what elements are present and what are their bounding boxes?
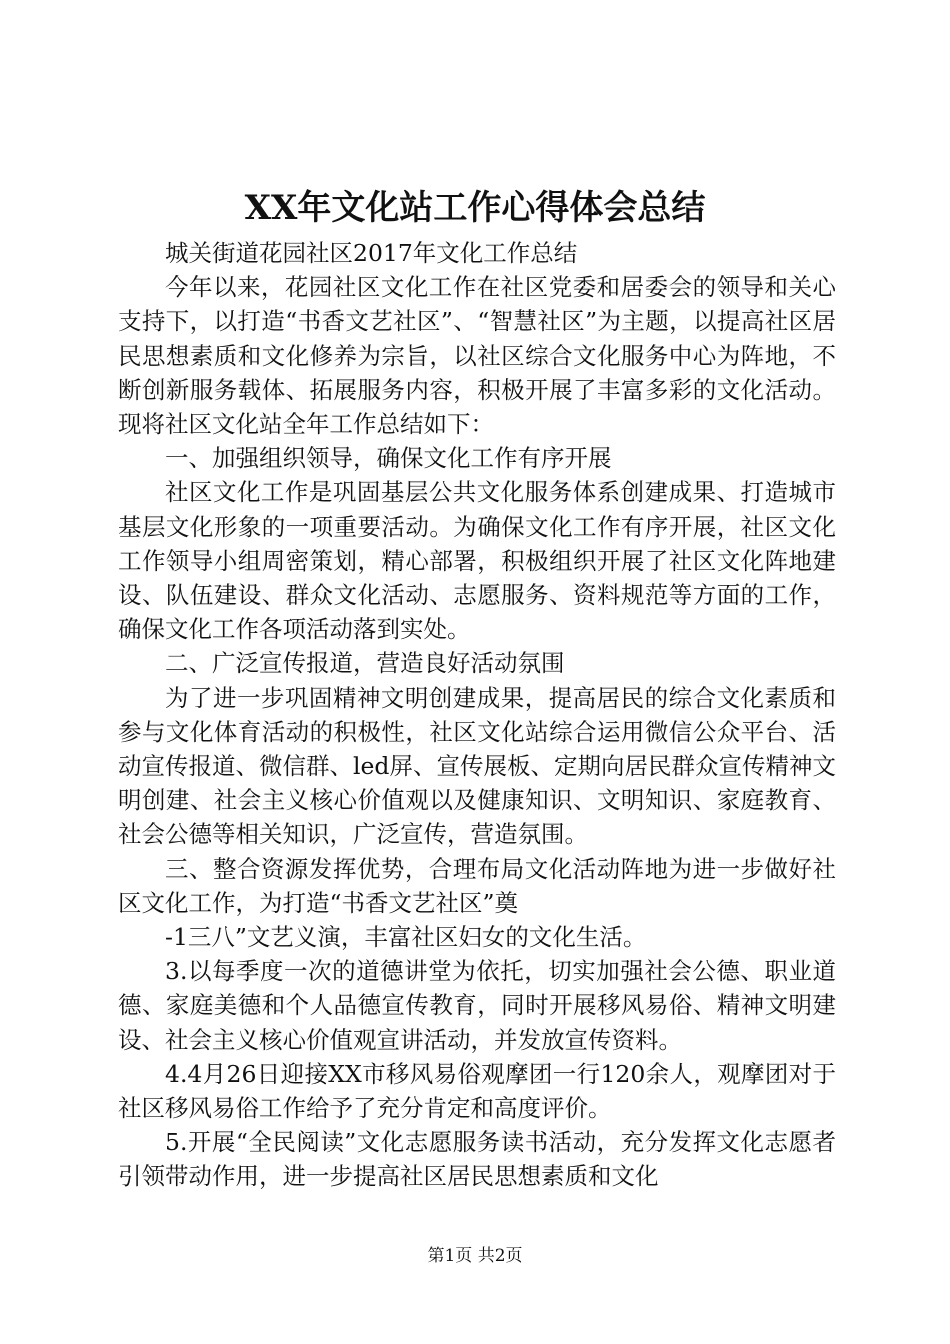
paragraph-intro: 今年以来，花园社区文化工作在社区党委和居委会的领导和关心支持下，以打造“书香文艺社区”、“智慧社区”为主题，以提高社区居民思想素质和文化修养为宗旨，以社区综合文化服务中心为阵地，不断创新服务载体、拓展服务内容，积极开展了丰富多彩的文化活动。现将社区文化站全年工作总结如下： (118, 273, 836, 439)
paragraph-section-2: 为了进一步巩固精神文明创建成果，提高居民的综合文化素质和参与文化体育活动的积极性，社区文化站综合运用微信公众平台、活动宣传报道、微信群、led屏、宣传展板、定期向居民群众宣传精神文明创建、社会主义核心价值观以及健康知识、文明知识、家庭教育、社会公德等相关知识，广泛宣传，营造氛围。 (118, 683, 836, 849)
section-heading-1: 一、加强组织领导，确保文化工作有序开展 (165, 444, 612, 473)
section-heading-3: 三、整合资源发挥优势，合理布局文化活动阵地为进一步做好社区文化工作，为打造“书香文艺社区”奠 (118, 854, 836, 917)
paragraph-item-3: 3.以每季度一次的道德讲堂为依托，切实加强社会公德、职业道德、家庭美德和个人品德宣传教育，同时开展移风易俗、精神文明建设、社会主义核心价值观宣讲活动，并发放宣传资料。 (118, 957, 836, 1054)
document-body (118, 236, 836, 1194)
paragraph-item-4: 4.4月26日迎接XX市移风易俗观摩团一行120余人，观摩团对于社区移风易俗工作给予了充分肯定和高度评价。 (118, 1059, 836, 1123)
paragraph-item-2-fragment: -1三八”文艺义演，丰富社区妇女的文化生活。 (165, 923, 647, 952)
paragraph-subtitle: 城关街道花园社区2017年文化工作总结 (165, 239, 578, 267)
paragraph-item-5: 5.开展“全民阅读”文化志愿服务读书活动，充分发挥文化志愿者引领带动作用，进一步提高社区居民思想素质和文化 (118, 1128, 836, 1191)
document-title: XX年文化站工作心得体会总结 (244, 188, 706, 228)
section-heading-2: 二、广泛宣传报道，营造良好活动氛围 (165, 649, 565, 678)
paragraph-section-1: 社区文化工作是巩固基层公共文化服务体系创建成果、打造城市基层文化形象的一项重要活动。为确保文化工作有序开展，社区文化工作领导小组周密策划，精心部署，积极组织开展了社区文化阵地建设、队伍建设、群众文化活动、志愿服务、资料规范等方面的工作，确保文化工作各项活动落到实处。 (118, 478, 836, 644)
page-footer: 第1页 共2页 (427, 1246, 523, 1266)
